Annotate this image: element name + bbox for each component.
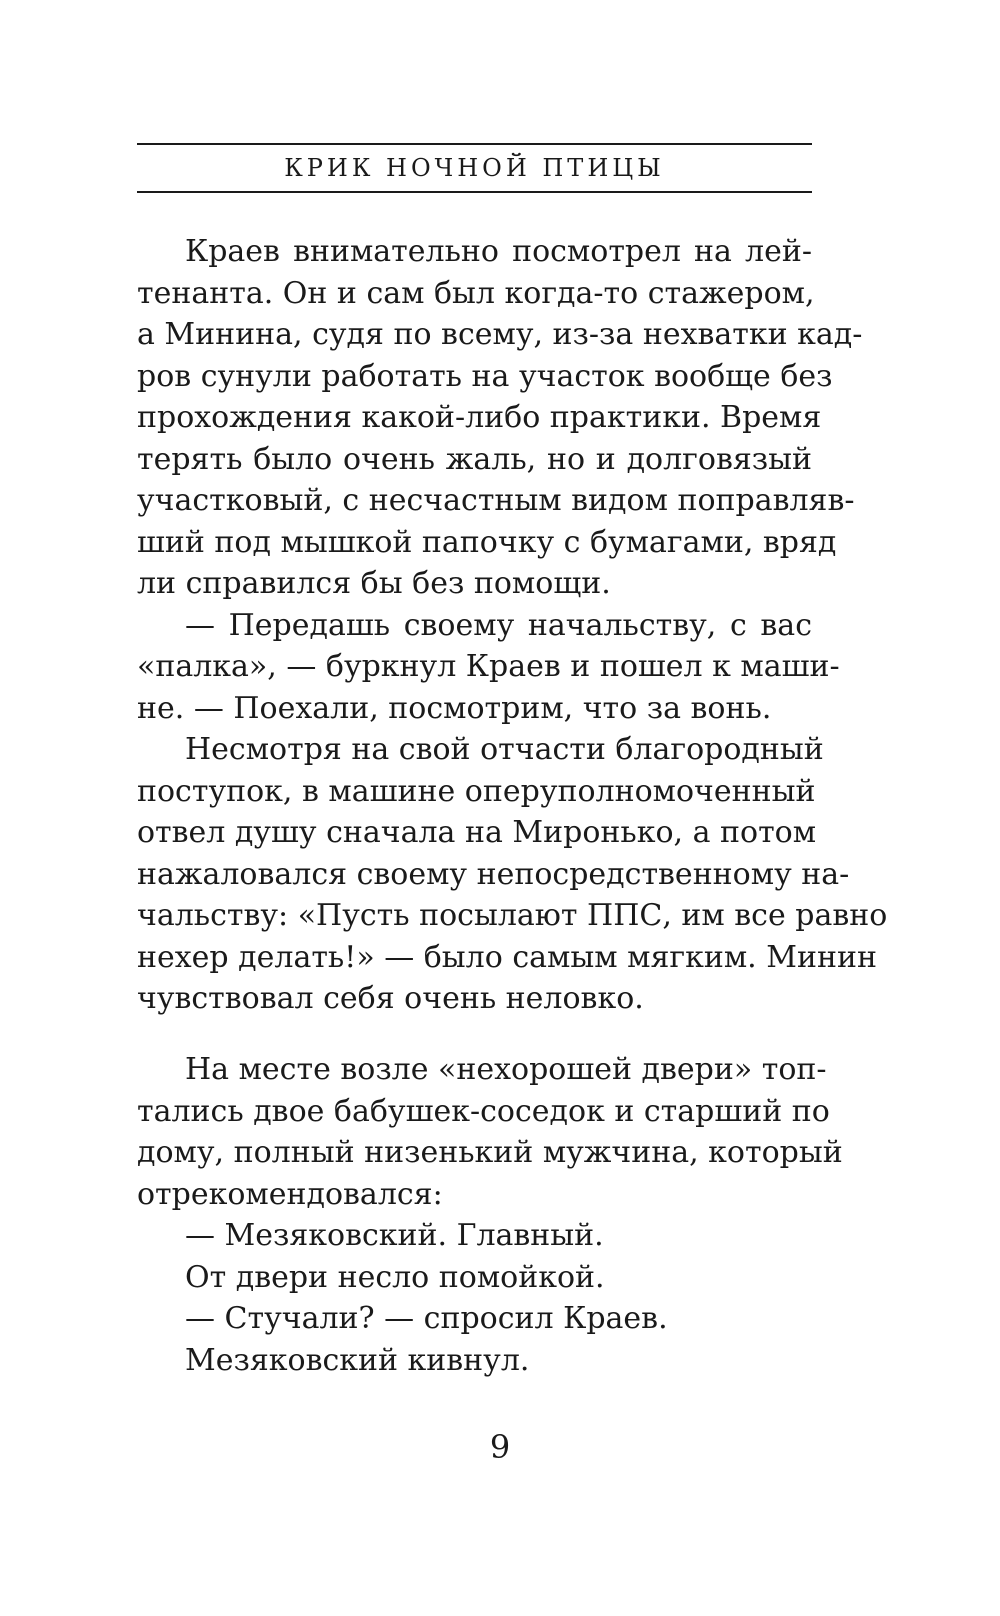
text-line: чальству: «Пусть посылают ППС, им все равно [137, 898, 888, 933]
text-line: прохождения какой-либо практики. Время [137, 400, 822, 435]
text-block-two [137, 1049, 843, 1381]
text-line: ли справился бы без помощи. [137, 566, 611, 601]
text-line: нажаловался своему непосредственному на- [137, 856, 850, 892]
running-head [137, 143, 812, 193]
text-line: отвел душу сначала на Миронько, а потом [137, 815, 817, 850]
text-line: а Минина, судя по всему, из-за нехватки кад- [137, 317, 863, 352]
text-line: нехер делать!» — было самым мягким. Минин [137, 939, 877, 975]
text-line: От двери несло помойкой. [185, 1259, 605, 1295]
text-line: тались двое бабушек-соседок и старший по [137, 1093, 830, 1129]
text-block-one [137, 231, 888, 1020]
text-line: чувствовал себя очень неловко. [137, 981, 644, 1016]
text-line: дому, полный низенький мужчина, который [137, 1135, 843, 1170]
text-line: — Передашь своему начальству, с вас [185, 607, 812, 643]
text-line: отрекомендовался: [137, 1176, 443, 1212]
text-line: На месте возле «нехорошей двери» топ- [185, 1052, 827, 1087]
text-line: не. — Поехали, посмотрим, что за вонь. [137, 690, 772, 726]
text-line: ший под мышкой папочку с бумагами, вряд [137, 524, 837, 560]
text-line: участковый, с несчастным видом поправляв- [137, 483, 855, 518]
text-line: «палка», — буркнул Краев и пошел к маши- [137, 649, 840, 684]
text-line: — Мезяковский. Главный. [185, 1218, 604, 1253]
page-number: 9 [489, 1428, 511, 1466]
text-line: Мезяковский кивнул. [185, 1342, 530, 1378]
text-line: Краев внимательно посмотрел на лей- [185, 234, 812, 269]
text-line: ров сунули работать на участок вообще без [137, 358, 833, 394]
text-line: Несмотря на свой отчасти благородный [185, 732, 824, 767]
text-line: тенанта. Он и сам был когда-то стажером, [137, 275, 815, 311]
text-line: терять было очень жаль, но и долговязый [137, 441, 812, 477]
text-line: поступок, в машине оперуполномоченный [137, 773, 816, 809]
running-title: КРИК НОЧНОЙ ПТИЦЫ [284, 154, 665, 182]
text-line: — Стучали? — спросил Краев. [185, 1301, 668, 1336]
